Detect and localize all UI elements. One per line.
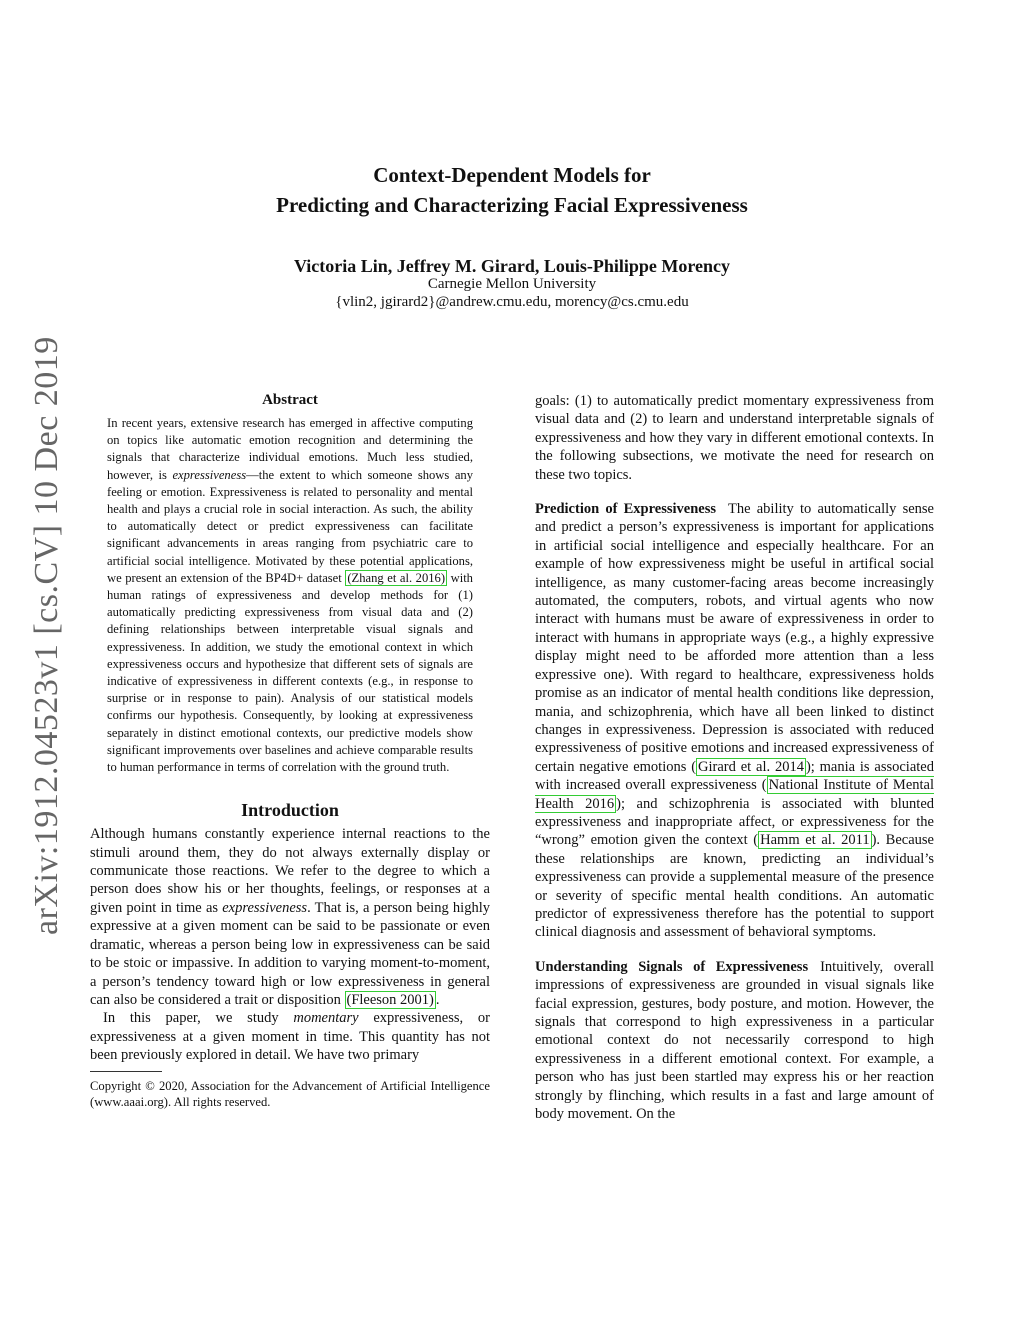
intro-paragraph-2 bbox=[90, 1009, 490, 1064]
paragraph-text: Intuitively, overall impressions of expressiveness are grounded in visual signals like facial expression, gestures, body posture, and motion. However, the signals that correspond to high expressiveness in a particular emotional context do not necessarily correspond to high expressiveness in a different emotional context. For example, a person who has just been startled may express his or her reaction strongly by flinching, which results in a fast and large amount of body movement. On the bbox=[535, 958, 934, 1123]
paragraph-text: ). Because these relationships are known, predicting an individual’s expressiveness can provide a supplemental measure of the presence or severity of specific mental health conditions. An automatic predictor of expressiveness therefore has the potential to support clinical diagnosis and assessment of behavioral symptoms. bbox=[535, 832, 934, 941]
copyright-footnote: Copyright © 2020, Association for the Advancement of Artificial Intelligence (www.aaai.org). All rights reserved. bbox=[90, 1078, 490, 1110]
intro-paragraph-1 bbox=[90, 825, 490, 1009]
title-line-2: Predicting and Characterizing Facial Expressiveness bbox=[276, 193, 748, 217]
citation-link[interactable]: (Fleeson 2001) bbox=[346, 991, 434, 1008]
abstract-text: —the extent to which someone shows any feeling or emotion. Expressiveness is related to personality and mental health and plays a crucial role in social interaction. As such, the ability to automatically detect or predict expressiveness can facilitate significant advancements in areas ranging from psychiatric care to artificial social intelligence. Motivated by these potential applications, we present an extension of the BP4D+ dataset bbox=[107, 467, 474, 585]
citation-link[interactable]: Girard et al. 2014 bbox=[698, 758, 804, 775]
citation-link[interactable]: (Zhang et al. 2016) bbox=[347, 570, 446, 585]
paragraph-text: . bbox=[435, 991, 440, 1008]
citation-link[interactable]: National Institute of Mental Health 2016 bbox=[535, 777, 934, 812]
paper-title bbox=[0, 160, 1024, 220]
footnote-divider bbox=[90, 1071, 162, 1072]
paragraph-text: ); mania is associated with increased overall expressiveness ( bbox=[535, 758, 934, 794]
left-column bbox=[90, 392, 490, 1111]
abstract-body bbox=[107, 415, 473, 776]
citation-link[interactable]: Hamm et al. 2011 bbox=[760, 832, 870, 849]
author-emails: {vlin2, jgirard2}@andrew.cmu.edu, morency@cs.cmu.edu bbox=[335, 294, 689, 310]
understanding-paragraph bbox=[535, 958, 934, 1124]
arxiv-identifier-stamp: arXiv:1912.04523v1 [cs.CV] 10 Dec 2019 bbox=[28, 336, 65, 935]
affiliation: Carnegie Mellon University bbox=[427, 276, 597, 292]
abstract-emphasis: expressiveness bbox=[172, 467, 247, 482]
subsection-heading-understanding: Understanding Signals of Expressiveness bbox=[535, 958, 809, 975]
paragraph-text: . That is, a person being highly expressive at a given moment can be said to be passionate or even dramatic, whereas a person being low in expressiveness can be said to be stoic or impassive. In addition to varying moment-to-moment, a person’s tendency toward high or low expressiveness in general can also be considered a trait or disposition bbox=[90, 899, 490, 1008]
subsection-heading-prediction: Prediction of Expressiveness bbox=[535, 501, 717, 518]
paragraph-text: expressiveness, or expressiveness at a given moment in time. This quantity has not been previously explored in detail. We have two primary bbox=[90, 1010, 490, 1064]
intro-continuation: goals: (1) to automatically predict momentary expressiveness from visual data and (2) to learn and understand interpretable signals of expressiveness and how they vary in different emotional contexts. In the following subsections, we motivate the need for research on these two topics. bbox=[535, 393, 934, 483]
paragraph-text: Although humans constantly experience internal reactions to the stimuli around them, they do not always externally display or communicate those reactions. We refer to the degree to which a person does show his or her thoughts, feelings, or responses at a given point in time as bbox=[90, 826, 490, 916]
right-column bbox=[535, 392, 934, 1123]
abstract-text: In recent years, extensive research has emerged in affective computing on topics like automatic emotion recognition and determining the signals that characterize individual emotions. Much less studied, however, is bbox=[107, 416, 473, 482]
section-heading-introduction: Introduction bbox=[241, 800, 339, 821]
author-list: Victoria Lin, Jeffrey M. Girard, Louis-Philippe Morency bbox=[293, 256, 731, 276]
emphasis: expressiveness bbox=[222, 899, 308, 916]
title-line-1: Context-Dependent Models for bbox=[373, 163, 651, 187]
abstract-heading: Abstract bbox=[262, 392, 318, 408]
prediction-paragraph bbox=[535, 500, 934, 942]
abstract-text: with human ratings of expressiveness and develop methods for (1) automatically predicting expressiveness from visual data and (2) defining relationships between interpretable visual signals and expressiveness. In addition, we study the emotional context in which expressiveness occurs and hypothesize that different sets of signals are indicative of expressiveness in different contexts (e.g., in response to surprise or in response to pain). Analysis of our statistical models confirms our hypothesis. Consequently, by looking at expressiveness separately in distinct emotional contexts, our predictive models show significant improvements over baselines and achieve comparable results to human performance in terms of correlation with the ground truth. bbox=[107, 570, 473, 775]
paragraph-text: In this paper, we study bbox=[103, 1010, 294, 1027]
paragraph-text: ); and schizophrenia is associated with blunted expressiveness and inappropriate affect, or expressiveness for the “wrong” emotion given the context ( bbox=[535, 795, 934, 849]
emphasis: momentary bbox=[293, 1010, 359, 1027]
paragraph-text: The ability to automatically sense and predict a person’s expressiveness is important for applications in artificial social intelligence and especially healthcare. For an example of how expressiveness might be useful in artifical social intelligence, as many customer-facing areas become increasingly automated, the computers, robots, and virtual agents who now interact with humans must be aware of expressiveness in order to interact with humans in appropriate ways (e.g., a highly expressive display might need to be afforded more attention than a less expressive one). With regard to healthcare, expressiveness holds promise as an indicator of mental health conditions like depression, mania, and schizophrenia, which have all been linked to distinct changes in expressiveness. Depression is associated with reduced expressiveness of positive emotions and increased expressiveness of certain negative emotions ( bbox=[535, 501, 934, 775]
